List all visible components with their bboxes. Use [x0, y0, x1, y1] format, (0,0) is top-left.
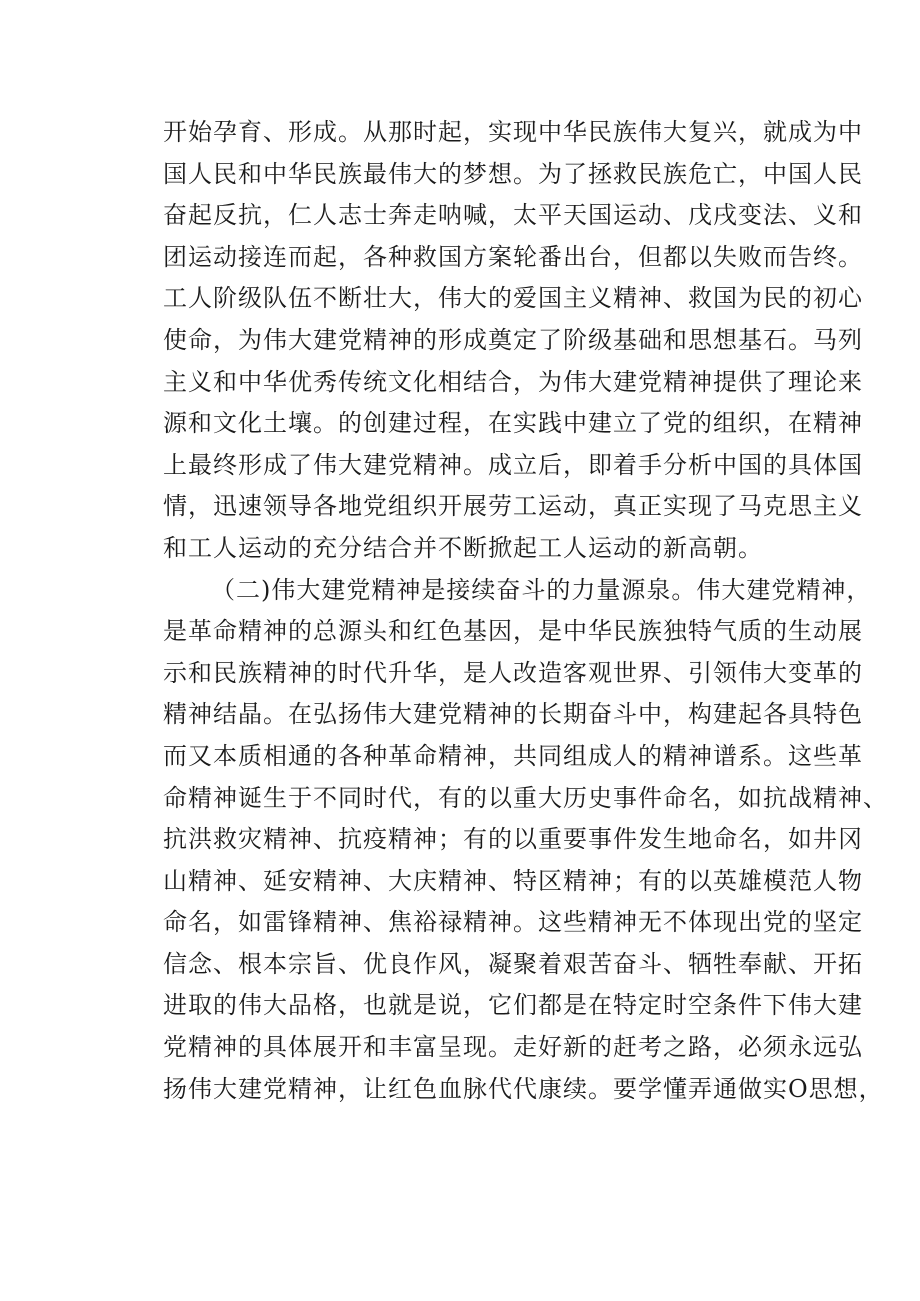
text-line: 党精神的具体展开和丰富呈现。走好新的赶考之路，必须永远弘: [163, 1033, 863, 1062]
text-line: 团运动接连而起，各种救国方案轮番出台，但都以失败而告终。: [163, 242, 863, 271]
text-line: 信念、根本宗旨、优良作风，凝聚着艰苦奋斗、牺牲奉献、开拓: [163, 949, 863, 978]
paragraph-heading-line: （二)伟大建党精神是接续奋斗的力量源泉。伟大建党精神，: [211, 575, 872, 604]
text-line: 国人民和中华民族最伟大的梦想。为了拯救民族危亡，中国人民: [163, 159, 863, 188]
text-line: 进取的伟大品格，也就是说，它们都是在特定时空条件下伟大建: [163, 991, 863, 1020]
text-line: 开始孕育、形成。从那时起，实现中华民族伟大复兴，就成为中: [163, 118, 863, 146]
text-line: 抗洪救灾精神、抗疫精神；有的以重要事件发生地命名，如井冈: [163, 825, 863, 854]
body-text: [163, 112, 888, 1110]
text-line: 使命，为伟大建党精神的形成奠定了阶级基础和思想基石。马列: [163, 325, 863, 354]
text-line: 是革命精神的总源头和红色基因，是中华民族独特气质的生动展: [163, 617, 863, 646]
text-line: 示和民族精神的时代升华，是人改造客观世界、引领伟大变革的: [163, 658, 863, 687]
text-line: 主义和中华优秀传统文化相结合，为伟大建党精神提供了理论来: [163, 367, 863, 396]
text-line: 和工人运动的充分结合并不断掀起工人运动的新高朝。: [163, 533, 763, 562]
text-line: 工人阶级队伍不断壮大，伟大的爱国主义精神、救国为民的初心: [163, 284, 863, 313]
text-line: 精神结晶。在弘扬伟大建党精神的长期奋斗中，构建起各具特色: [163, 700, 863, 729]
text-line: 扬伟大建党精神，让红色血脉代代康续。要学懂弄通做实O思想，: [163, 1074, 884, 1103]
text-line: 上最终形成了伟大建党精神。成立后，即着手分析中国的具体国: [163, 450, 863, 479]
text-line: 源和文化土壤。的创建过程，在实践中建立了党的组织，在精神: [163, 409, 863, 438]
text-line: 命精神诞生于不同时代，有的以重大历史事件命名，如抗战精神、: [163, 783, 888, 812]
text-line: 奋起反抗，仁人志士奔走呐喊，太平天国运动、戊戌变法、义和: [163, 201, 863, 230]
text-line: 山精神、延安精神、大庆精神、特区精神；有的以英雄模范人物: [163, 866, 863, 895]
text-line: 命名，如雷锋精神、焦裕禄精神。这些精神无不体现出党的坚定: [163, 908, 863, 937]
text-line: 而又本质相通的各种革命精神，共同组成人的精神谱系。这些革: [163, 741, 863, 770]
text-line: 情，迅速领导各地党组织开展劳工运动，真正实现了马克思主义: [163, 492, 863, 521]
